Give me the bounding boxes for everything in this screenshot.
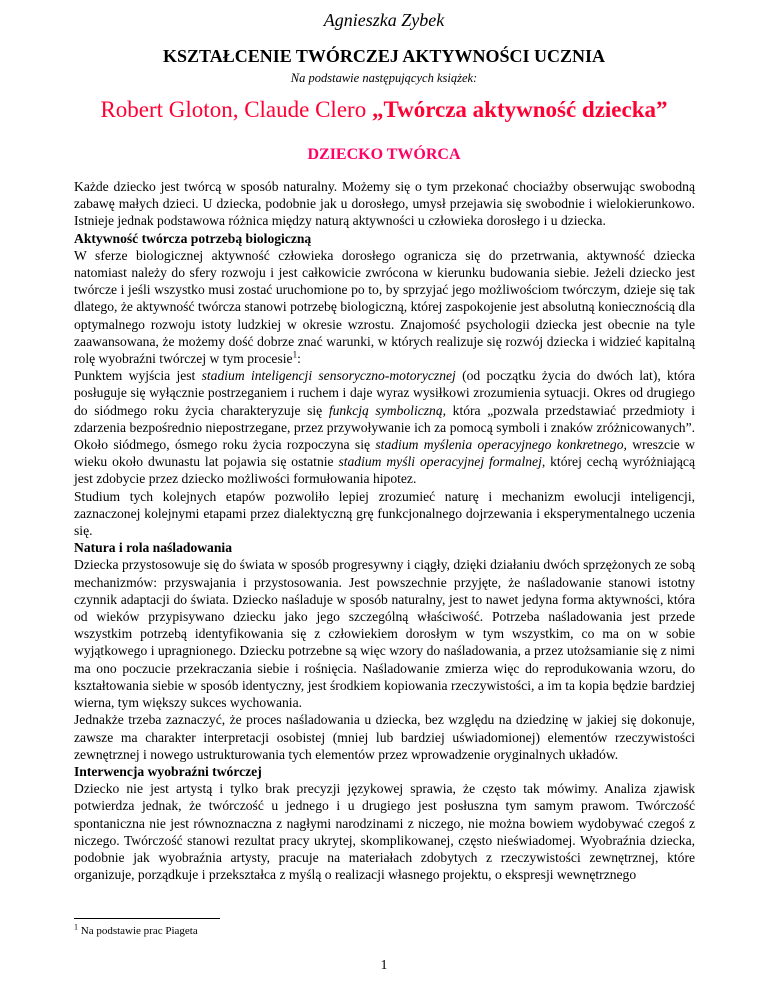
paragraph-imagination: Dziecko nie jest artystą i tylko brak precyzji językowej sprawia, że często tak mówimy. Analiza zjawisk potwierdza jednak, że twórczość u jednego i u drugiego jest posłuszna tym samym prawom. Twórczość spontaniczna nie jest równoznaczna z nagłymi narodzinami z niczego, nie można bowiem wydobywać czegoś z niczego. Twórczość stanowi rezultat pracy ukrytej, skomplikowanej, często nieświadomej. Wyobraźnia dziecka, podobnie jak wyobraźnia artysty, pracuje na materiałach zdobytych z rzeczywistości zewnętrznej, które organizuje, porządkuje i przekształca z myślą o realizacji własnego projektu, o ekspresji wewnętrznego <box>74 781 695 883</box>
author-name: Agnieszka Zybek <box>323 10 445 30</box>
stages-text-c: która „pozwala przedstawiać przedmioty i zdarzenia bezpośrednio niepostrzegane, przez przywoływanie ich za pomocą symboli i znaków zróżnicowanych”. Około siódmego, ósmego roku życia rozpoczyna się <box>74 402 695 453</box>
stages-text-b: (od początku życia do dwóch lat), która posługuje się wyłącznie postrzeganiem i ruchem i daje wyraz wysiłkowi zrozumienia sytuacji. Okres od drugiego do siódmego roku życia charakteryzuje się <box>74 368 695 418</box>
paragraph-stages <box>74 367 695 487</box>
stage-concrete: stadium myślenia operacyjnego konkretnego, <box>375 437 627 453</box>
heading-biological-need: Aktywność twórcza potrzebą biologiczną <box>74 230 312 246</box>
paragraph-intro: Każde dziecko jest twórcą w sposób naturalny. Możemy się o tym przekonać chociażby obserwując swobodną zabawę małych dzieci. U dziecka, podobnie jak u dorosłego, umysł przejawia się swobodnie i wielokierunkowo. Istnieje jednak podstawowa różnica między naturą aktywności u człowieka dorosłego i u dziecka. <box>74 179 695 229</box>
body-text <box>74 178 695 883</box>
paragraph-biological-end: : <box>297 351 301 367</box>
section-heading: DZIECKO TWÓRCA <box>307 146 461 163</box>
book-title: „Twórcza aktywność dziecka” <box>371 97 668 122</box>
document-subtitle: Na podstawie następujących książek: <box>290 71 478 85</box>
page-number: 1 <box>380 958 388 973</box>
stage-symbolic: funkcją symboliczną, <box>328 402 447 418</box>
stage-sensorimotor: stadium inteligencji sensoryczno-motorycznej <box>201 368 456 384</box>
stages-text-a: Punktem wyjścia jest <box>74 368 202 384</box>
paragraph-study: Studium tych kolejnych etapów pozwoliło lepiej zrozumieć naturę i mechanizm ewolucji inteligencji, zaznaczonej kolejnymi etapami przez dialektyczną grę funkcjonalnego dojrzewania i eksperymentalnego uczenia się. <box>74 488 695 539</box>
stages-text-e: , której cechą wyróżniającą jest zdobycie przez dziecko możliwości formułowania hipotez. <box>74 454 695 487</box>
footnote-marker: 1 <box>74 922 78 932</box>
footnote <box>74 922 198 937</box>
footnote-text: Na podstawie prac Piageta <box>78 925 198 937</box>
stages-text-d: wreszcie w wieku około dwunastu lat pojawia się ostatnie <box>74 437 695 470</box>
paragraph-biological <box>74 247 695 367</box>
book-reference <box>0 97 768 123</box>
paragraph-interpretation: Jednakże trzeba zaznaczyć, że proces naśladowania u dziecka, bez względu na dziedzinę w jakiej się dokonuje, zawsze ma charakter interpretacji osobistej (mniej lub bardziej uświadomionej) elementów rzeczywistości zewnętrznej i nowego ustrukturowania tych elementów przez wprowadzenie oryginalnych układów. <box>74 712 695 762</box>
footnote-divider <box>74 918 220 919</box>
paragraph-imitation: Dziecka przystosowuje się do świata w sposób progresywny i ciągły, dzięki działaniu dwóch sprzężonych ze sobą mechanizmów: przyswajania i przystosowania. Jest powszechnie przyjęte, że naśladowanie stanowi istotny czynnik adaptacji do świata. Dziecko naśladuje w sposób naturalny, jest to nawet jedyna forma aktywności, która od wieków przypisywano dziecku jako jego szczególną właściwość. Potrzeba naśladowania jest przede wszystkim potrzebą identyfikowania się z człowiekiem dorosłym w tym wszystkim, co ma on w sobie wyjątkowego i upragnionego. Dziecku potrzebne są więc wzory do naśladowania, a przez utożsamianie się z nimi ma ono poczucie przekraczania siebie i rośnięcia. Naśladowanie zmierza więc do reprodukowania wzoru, do kształtowania siebie w sposób identyczny, jest środkiem kopiowania rzeczywistości, a im ta kopia będzie bardziej wierna, tym większy sukces wychowania. <box>74 557 695 711</box>
heading-imitation: Natura i rola naśladowania <box>74 540 232 556</box>
document-title: KSZTAŁCENIE TWÓRCZEJ AKTYWNOŚCI UCZNIA <box>163 46 605 66</box>
book-authors: Robert Gloton, Claude Clero <box>100 97 372 122</box>
stage-formal: stadium myśli operacyjnej formalnej <box>338 454 542 470</box>
footnote-reference: 1 <box>292 349 298 360</box>
heading-imagination: Interwencja wyobraźni twórczej <box>74 763 262 779</box>
paragraph-biological-text: W sferze biologicznej aktywność człowieka dorosłego ogranicza się do przetrwania, aktywność dziecka natomiast należy do sfery rozwoju i jest całkowicie zwrócona w kierunku budowania siebie. Jeżeli dziecko jest twórcze i jeśli wszystko musi zostać uruchomione po to, by sprzyjać jego możliwościom twórczym, dzieje się tak dlatego, że aktywność twórcza stanowi potrzebę biologiczną, której zaspokojenie jest absolutną koniecznością dla optymalnego rozwoju istoty ludzkiej w okresie wzrostu. Znajomość psychologii dziecka jest obecnie na tyle zaawansowana, że możemy dość dobrze znać warunki, w których realizuje się rozwój dziecka i widzieć kapitalną rolę wyobraźni twórczej w tym procesie <box>74 247 695 367</box>
